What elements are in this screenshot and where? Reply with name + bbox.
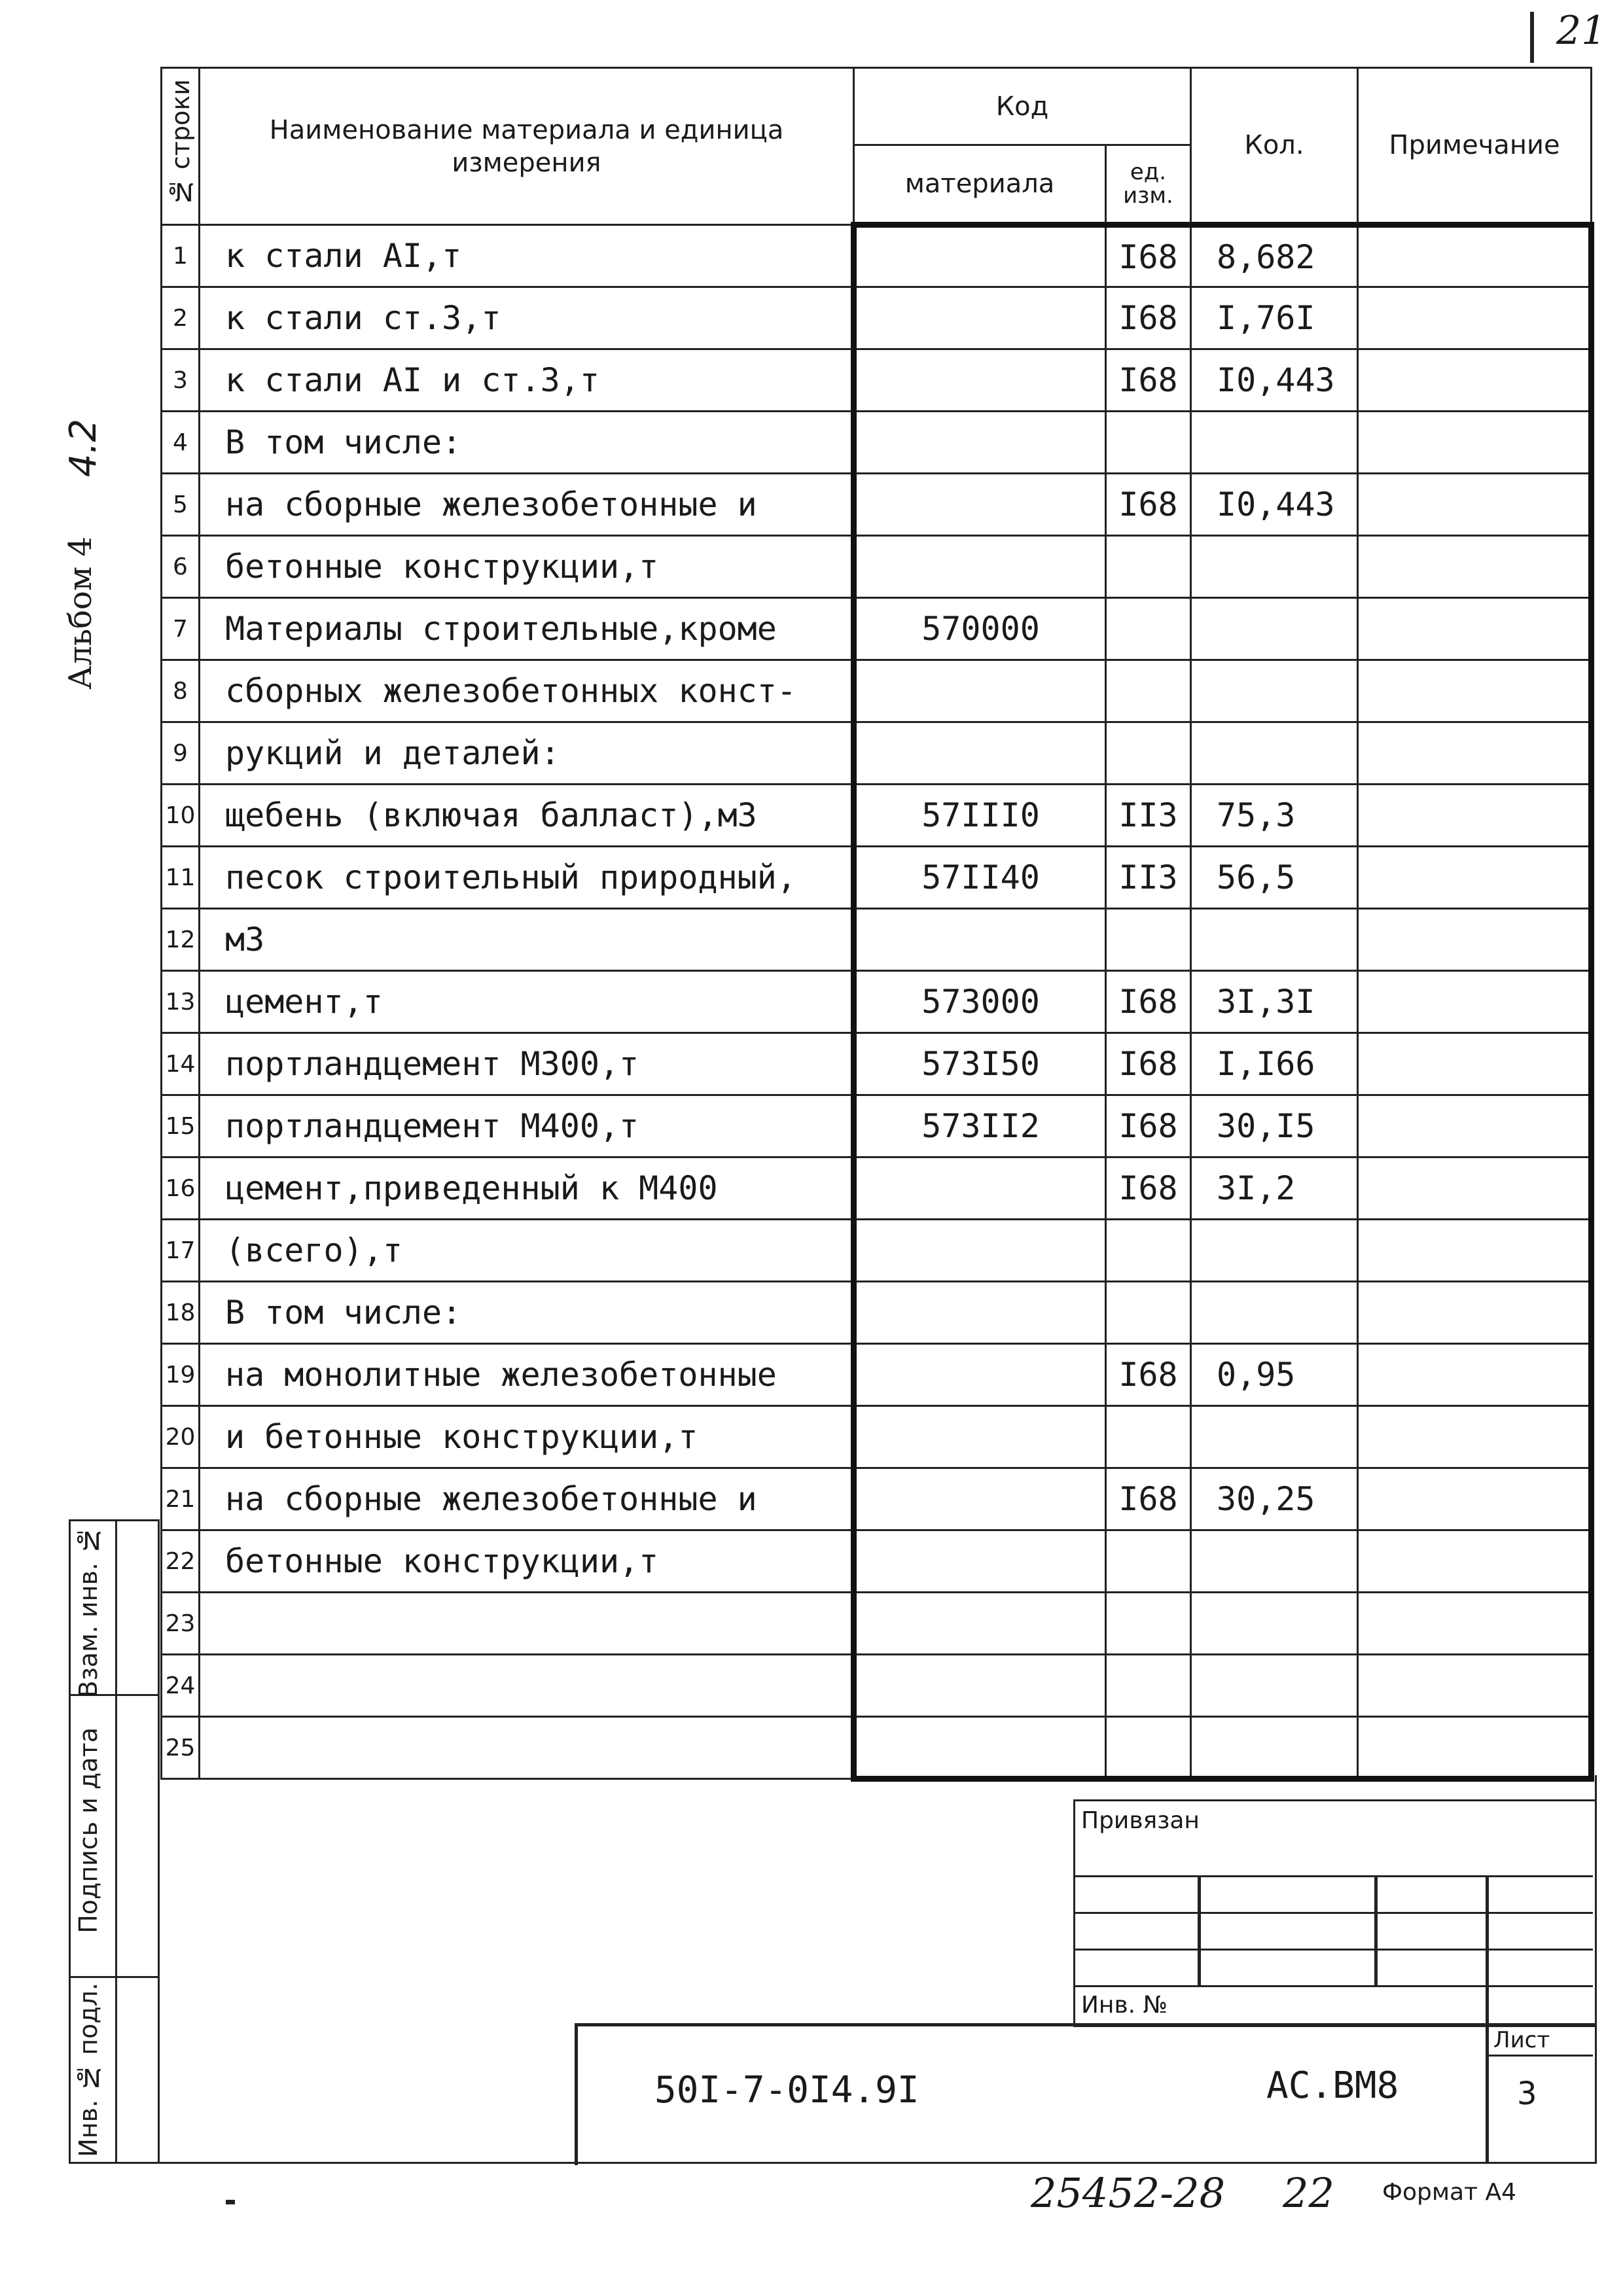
unit-code: [1106, 598, 1191, 660]
material-name: щебень (включая балласт),м3: [200, 785, 854, 847]
material-name: [200, 1593, 854, 1655]
quantity: [1191, 536, 1358, 598]
material-code: 573II2: [854, 1095, 1106, 1157]
quantity: [1191, 909, 1358, 971]
quantity: [1191, 1655, 1358, 1717]
side-stamp-inv-value: [113, 1976, 160, 2164]
quantity: I,I66: [1191, 1033, 1358, 1095]
quantity: 0,95: [1191, 1344, 1358, 1406]
unit-code: I68: [1106, 474, 1191, 536]
material-code: [854, 1282, 1106, 1344]
side-stamp-podpis-label: Подпись и дата: [74, 1727, 103, 1934]
privyazan-vline-1: [1198, 1875, 1201, 1985]
table-row: [162, 287, 1592, 349]
material-code: [854, 1468, 1106, 1530]
row-number: 8: [162, 660, 200, 722]
privyazan-line-1: [1073, 1875, 1593, 1877]
header-name: Наименование материала и единица измерения: [200, 68, 854, 225]
table-row: [162, 660, 1592, 722]
material-code: 570000: [854, 598, 1106, 660]
row-number: 12: [162, 909, 200, 971]
page-number-mark: [1530, 12, 1534, 63]
row-number: 4: [162, 412, 200, 474]
table-row: [162, 225, 1592, 287]
side-stamp-inv-label: Инв. № подл.: [74, 1983, 103, 2157]
table-row: [162, 1717, 1592, 1779]
table-row: [162, 1468, 1592, 1530]
unit-code: [1106, 412, 1191, 474]
material-code: [854, 1593, 1106, 1655]
note: [1358, 1468, 1592, 1530]
unit-code: I68: [1106, 1157, 1191, 1220]
note: [1358, 1033, 1592, 1095]
note: [1358, 1220, 1592, 1282]
row-number: 7: [162, 598, 200, 660]
material-code: 57III0: [854, 785, 1106, 847]
row-number: 9: [162, 722, 200, 785]
material-name: на монолитные железобетонные: [200, 1344, 854, 1406]
note: [1358, 909, 1592, 971]
sheet-label-line: [1486, 2055, 1593, 2057]
note: [1358, 847, 1592, 909]
table-row: [162, 785, 1592, 847]
row-number: 5: [162, 474, 200, 536]
table-row: [162, 1282, 1592, 1344]
material-code: [854, 349, 1106, 412]
material-name: В том числе:: [200, 412, 854, 474]
quantity: 30,25: [1191, 1468, 1358, 1530]
unit-code: [1106, 1220, 1191, 1282]
material-name: к стали ст.3,т: [200, 287, 854, 349]
material-code: [854, 722, 1106, 785]
unit-code: I68: [1106, 1468, 1191, 1530]
note: [1358, 785, 1592, 847]
material-code: [854, 1530, 1106, 1593]
unit-code: [1106, 1282, 1191, 1344]
material-code: 573000: [854, 971, 1106, 1033]
unit-code: I68: [1106, 1033, 1191, 1095]
note: [1358, 1530, 1592, 1593]
row-number: 13: [162, 971, 200, 1033]
unit-code: II3: [1106, 847, 1191, 909]
table-row: [162, 847, 1592, 909]
material-name: [200, 1717, 854, 1779]
album-handwritten: 4.2: [62, 419, 105, 478]
note: [1358, 971, 1592, 1033]
side-stamp-podpis-value: [113, 1692, 160, 1978]
sheet-label: Лист: [1493, 2027, 1550, 2053]
quantity: [1191, 1530, 1358, 1593]
footer-format: Формат А4: [1382, 2179, 1517, 2206]
quantity: 3I,3I: [1191, 971, 1358, 1033]
row-number: 15: [162, 1095, 200, 1157]
material-name: на сборные железобетонные и: [200, 474, 854, 536]
table-row: [162, 1406, 1592, 1468]
unit-code: I68: [1106, 287, 1191, 349]
header-row-no: № строки: [162, 68, 200, 225]
material-code: [854, 1406, 1106, 1468]
row-number: 18: [162, 1282, 200, 1344]
material-name: бетонные конструкции,т: [200, 1530, 854, 1593]
header-code: Код: [854, 68, 1191, 145]
row-number: 19: [162, 1344, 200, 1406]
quantity: [1191, 412, 1358, 474]
note: [1358, 1593, 1592, 1655]
quantity: [1191, 1282, 1358, 1344]
material-code: [854, 1157, 1106, 1220]
unit-code: [1106, 909, 1191, 971]
quantity: [1191, 722, 1358, 785]
quantity: 56,5: [1191, 847, 1358, 909]
quantity: [1191, 1220, 1358, 1282]
material-code: [854, 660, 1106, 722]
note: [1358, 598, 1592, 660]
privyazan-vline-3: [1486, 1875, 1489, 2023]
row-number: 11: [162, 847, 200, 909]
material-code: [854, 1655, 1106, 1717]
note: [1358, 660, 1592, 722]
material-code: [854, 287, 1106, 349]
material-code: [854, 909, 1106, 971]
privyazan-vline-2: [1374, 1875, 1378, 1985]
material-name: Материалы строительные,кроме: [200, 598, 854, 660]
material-name: В том числе:: [200, 1282, 854, 1344]
material-name: песок строительный природный,: [200, 847, 854, 909]
material-name: [200, 1655, 854, 1717]
header-code-material: материала: [854, 145, 1106, 225]
material-name: цемент,приведенный к М400: [200, 1157, 854, 1220]
table-row: [162, 1344, 1592, 1406]
unit-code: [1106, 1655, 1191, 1717]
table-row: [162, 598, 1592, 660]
note: [1358, 1095, 1592, 1157]
table-row: [162, 474, 1592, 536]
unit-code: [1106, 1593, 1191, 1655]
unit-code: [1106, 1406, 1191, 1468]
quantity: 30,I5: [1191, 1095, 1358, 1157]
unit-code: [1106, 536, 1191, 598]
note: [1358, 474, 1592, 536]
row-number: 21: [162, 1468, 200, 1530]
note: [1358, 1157, 1592, 1220]
table-row: [162, 909, 1592, 971]
quantity: [1191, 1406, 1358, 1468]
material-name: и бетонные конструкции,т: [200, 1406, 854, 1468]
material-name: на сборные железобетонные и: [200, 1468, 854, 1530]
material-code: [854, 474, 1106, 536]
table-row: [162, 1033, 1592, 1095]
page-number: 21: [1556, 8, 1607, 54]
row-number: 22: [162, 1530, 200, 1593]
material-code: [854, 1220, 1106, 1282]
row-number: 1: [162, 225, 200, 287]
unit-code: [1106, 722, 1191, 785]
material-name: (всего),т: [200, 1220, 854, 1282]
unit-code: II3: [1106, 785, 1191, 847]
note: [1358, 722, 1592, 785]
unit-code: I68: [1106, 1095, 1191, 1157]
side-stamp-vzam-value: [113, 1519, 160, 1696]
note: [1358, 412, 1592, 474]
material-name: к стали АI,т: [200, 225, 854, 287]
privyazan-line-3: [1073, 1949, 1593, 1951]
row-number: 17: [162, 1220, 200, 1282]
quantity: 75,3: [1191, 785, 1358, 847]
note: [1358, 1282, 1592, 1344]
row-number: 3: [162, 349, 200, 412]
material-name: м3: [200, 909, 854, 971]
unit-code: I68: [1106, 1344, 1191, 1406]
note: [1358, 536, 1592, 598]
quantity: [1191, 1593, 1358, 1655]
table-row: [162, 412, 1592, 474]
quantity: 3I,2: [1191, 1157, 1358, 1220]
header-note: Примечание: [1358, 68, 1592, 225]
table-row: [162, 1095, 1592, 1157]
material-code: [854, 1717, 1106, 1779]
material-code: [854, 225, 1106, 287]
privyazan-label: Привязан: [1081, 1807, 1200, 1834]
note: [1358, 1406, 1592, 1468]
unit-code: [1106, 1717, 1191, 1779]
table-row: [162, 536, 1592, 598]
table-row: [162, 1220, 1592, 1282]
material-name: цемент,т: [200, 971, 854, 1033]
footer-handwritten-page: 22: [1283, 2169, 1334, 2217]
header-code-unit: ед. изм.: [1106, 145, 1191, 225]
quantity: I0,443: [1191, 474, 1358, 536]
table-row: [162, 722, 1592, 785]
note: [1358, 287, 1592, 349]
materials-table: [160, 67, 1594, 1782]
quantity: [1191, 660, 1358, 722]
material-code: [854, 1344, 1106, 1406]
side-stamp-vzam-label: Взам. инв. №: [74, 1526, 103, 1698]
unit-code: I68: [1106, 971, 1191, 1033]
row-number: 25: [162, 1717, 200, 1779]
table-row: [162, 1593, 1592, 1655]
quantity: I0,443: [1191, 349, 1358, 412]
footer-mark: [226, 2200, 235, 2204]
row-number: 24: [162, 1655, 200, 1717]
row-number: 14: [162, 1033, 200, 1095]
table-row: [162, 971, 1592, 1033]
unit-code: [1106, 660, 1191, 722]
table-row: [162, 1655, 1592, 1717]
sheet-number: 3: [1517, 2075, 1537, 2112]
material-name: сборных железобетонных конст-: [200, 660, 854, 722]
table-row: [162, 349, 1592, 412]
material-name: к стали АI и ст.3,т: [200, 349, 854, 412]
privyazan-line-4: [1073, 1985, 1593, 1987]
material-name: рукций и деталей:: [200, 722, 854, 785]
material-name: портландцемент М400,т: [200, 1095, 854, 1157]
inv-no-label: Инв. №: [1081, 1992, 1168, 2019]
quantity: [1191, 1717, 1358, 1779]
unit-code: I68: [1106, 225, 1191, 287]
note: [1358, 349, 1592, 412]
row-number: 2: [162, 287, 200, 349]
document-code: 50I-7-0I4.9I: [654, 2069, 919, 2111]
table-row: [162, 1157, 1592, 1220]
material-code: 573I50: [854, 1033, 1106, 1095]
footer-handwritten-number: 25452-28: [1031, 2169, 1226, 2217]
row-number: 16: [162, 1157, 200, 1220]
unit-code: [1106, 1530, 1191, 1593]
row-number: 10: [162, 785, 200, 847]
table-row: [162, 1530, 1592, 1593]
material-name: портландцемент М300,т: [200, 1033, 854, 1095]
quantity: I,76I: [1191, 287, 1358, 349]
note: [1358, 225, 1592, 287]
row-number: 23: [162, 1593, 200, 1655]
note: [1358, 1655, 1592, 1717]
unit-code: I68: [1106, 349, 1191, 412]
material-name: бетонные конструкции,т: [200, 536, 854, 598]
header-qty: Кол.: [1191, 68, 1358, 225]
material-code: [854, 536, 1106, 598]
quantity: [1191, 598, 1358, 660]
note: [1358, 1344, 1592, 1406]
material-code: [854, 412, 1106, 474]
sheet-divider: [1486, 2023, 1489, 2162]
note: [1358, 1717, 1592, 1779]
material-code: 57II40: [854, 847, 1106, 909]
document-mark: АС.ВМ8: [1266, 2064, 1399, 2107]
row-number: 6: [162, 536, 200, 598]
quantity: 8,682: [1191, 225, 1358, 287]
row-number: 20: [162, 1406, 200, 1468]
privyazan-line-2: [1073, 1912, 1593, 1914]
album-label: Альбом 4: [62, 537, 99, 690]
